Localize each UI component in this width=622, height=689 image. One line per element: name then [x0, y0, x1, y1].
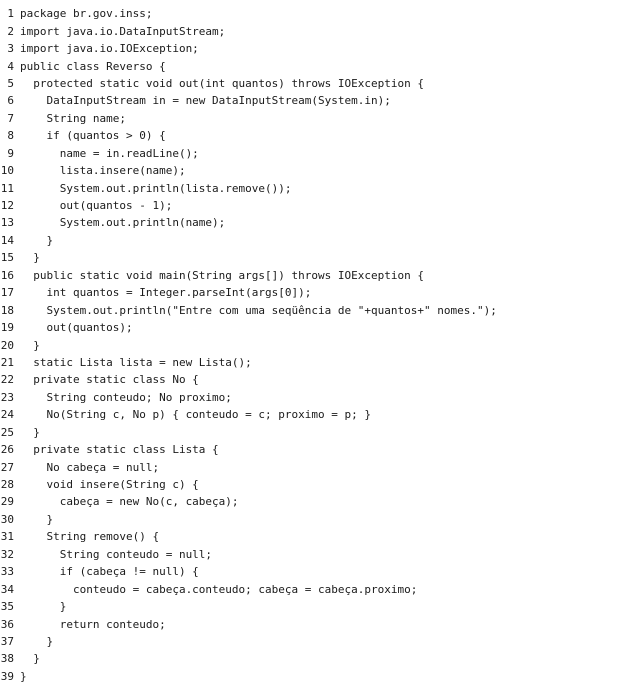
- line-number: 24: [0, 408, 14, 422]
- code-text: import java.io.DataInputStream;: [20, 24, 226, 38]
- code-text: }: [20, 669, 27, 683]
- code-line: [0, 424, 622, 441]
- line-number: 21: [0, 355, 14, 369]
- line-number: 19: [0, 321, 14, 335]
- line-number: 22: [0, 373, 14, 387]
- line-number: 27: [0, 460, 14, 474]
- code-line: [0, 336, 622, 353]
- line-number: 10: [0, 164, 14, 178]
- code-line: [0, 528, 622, 545]
- code-line: [0, 22, 622, 39]
- line-number: 26: [0, 443, 14, 457]
- code-line: [0, 162, 622, 179]
- code-line: [0, 214, 622, 231]
- line-number: 16: [0, 268, 14, 282]
- code-line: [0, 354, 622, 371]
- code-line: [0, 179, 622, 196]
- line-number: 38: [0, 652, 14, 666]
- line-number: 39: [0, 669, 14, 683]
- line-number: 12: [0, 199, 14, 213]
- code-text: String conteudo = null;: [20, 547, 213, 561]
- code-line: [0, 57, 622, 74]
- code-text: static Lista lista = new Lista();: [20, 355, 252, 369]
- line-number: 4: [7, 59, 14, 73]
- code-text: if (quantos > 0) {: [20, 129, 166, 143]
- code-line: [0, 40, 622, 57]
- code-text: }: [20, 600, 67, 614]
- code-line: [0, 650, 622, 667]
- code-text: lista.insere(name);: [20, 164, 186, 178]
- line-number: 20: [0, 338, 14, 352]
- code-line: [0, 476, 622, 493]
- code-text: protected static void out(int quantos) throws IOException {: [20, 76, 424, 90]
- line-number: 8: [7, 129, 14, 143]
- code-text: }: [20, 251, 40, 265]
- code-line: [0, 615, 622, 632]
- code-text: private static class Lista {: [20, 443, 219, 457]
- line-number: 33: [0, 565, 14, 579]
- code-text: return conteudo;: [20, 617, 166, 631]
- code-listing: [0, 5, 622, 685]
- line-number: 13: [0, 216, 14, 230]
- code-text: }: [20, 652, 40, 666]
- line-number: 14: [0, 233, 14, 247]
- code-text: }: [20, 634, 54, 648]
- line-number: 9: [7, 146, 14, 160]
- code-line: [0, 668, 622, 685]
- code-line: [0, 319, 622, 336]
- code-line: [0, 546, 622, 563]
- line-number: 17: [0, 286, 14, 300]
- line-number: 7: [7, 111, 14, 125]
- code-line: [0, 284, 622, 301]
- line-number: 32: [0, 547, 14, 561]
- code-line: [0, 249, 622, 266]
- line-number: 15: [0, 251, 14, 265]
- code-line: [0, 110, 622, 127]
- code-text: System.out.println("Entre com uma seqüência de "+quantos+" nomes.");: [20, 303, 497, 317]
- line-number: 29: [0, 495, 14, 509]
- code-line: [0, 145, 622, 162]
- code-text: }: [20, 233, 54, 247]
- code-text: public class Reverso {: [20, 59, 166, 73]
- code-text: cabeça = new No(c, cabeça);: [20, 495, 239, 509]
- code-text: }: [20, 512, 54, 526]
- code-line: [0, 493, 622, 510]
- line-number: 36: [0, 617, 14, 631]
- code-text: private static class No {: [20, 373, 199, 387]
- code-line: [0, 75, 622, 92]
- code-text: if (cabeça != null) {: [20, 565, 199, 579]
- code-line: [0, 389, 622, 406]
- code-text: out(quantos - 1);: [20, 199, 173, 213]
- code-line: [0, 301, 622, 318]
- line-number: 35: [0, 600, 14, 614]
- line-number: 2: [7, 24, 14, 38]
- code-text: public static void main(String args[]) throws IOException {: [20, 268, 424, 282]
- code-line: [0, 232, 622, 249]
- code-line: [0, 197, 622, 214]
- code-text: No cabeça = null;: [20, 460, 160, 474]
- code-text: out(quantos);: [20, 321, 133, 335]
- code-text: String name;: [20, 111, 126, 125]
- code-line: [0, 441, 622, 458]
- code-line: [0, 92, 622, 109]
- code-text: void insere(String c) {: [20, 478, 199, 492]
- code-line: [0, 267, 622, 284]
- code-line: [0, 598, 622, 615]
- code-line: [0, 511, 622, 528]
- code-text: DataInputStream in = new DataInputStream(System.in);: [20, 94, 391, 108]
- line-number: 23: [0, 390, 14, 404]
- line-number: 30: [0, 512, 14, 526]
- line-number: 31: [0, 530, 14, 544]
- line-number: 18: [0, 303, 14, 317]
- line-number: 3: [7, 42, 14, 56]
- code-text: }: [20, 425, 40, 439]
- line-number: 11: [0, 181, 14, 195]
- code-text: System.out.println(name);: [20, 216, 226, 230]
- line-number: 28: [0, 478, 14, 492]
- line-number: 5: [7, 76, 14, 90]
- code-text: name = in.readLine();: [20, 146, 199, 160]
- code-line: [0, 371, 622, 388]
- code-text: conteudo = cabeça.conteudo; cabeça = cabeça.proximo;: [20, 582, 418, 596]
- code-text: String remove() {: [20, 530, 160, 544]
- line-number: 37: [0, 634, 14, 648]
- code-line: [0, 458, 622, 475]
- line-number: 34: [0, 582, 14, 596]
- code-line: [0, 406, 622, 423]
- code-text: System.out.println(lista.remove());: [20, 181, 292, 195]
- code-text: String conteudo; No proximo;: [20, 390, 232, 404]
- code-line: [0, 5, 622, 22]
- code-line: [0, 580, 622, 597]
- code-text: No(String c, No p) { conteudo = c; proximo = p; }: [20, 408, 371, 422]
- line-number: 1: [7, 7, 14, 21]
- code-text: import java.io.IOException;: [20, 42, 199, 56]
- code-line: [0, 563, 622, 580]
- code-line: [0, 633, 622, 650]
- code-text: }: [20, 338, 40, 352]
- code-text: package br.gov.inss;: [20, 7, 153, 21]
- line-number: 25: [0, 425, 14, 439]
- line-number: 6: [7, 94, 14, 108]
- code-line: [0, 127, 622, 144]
- code-text: int quantos = Integer.parseInt(args[0]);: [20, 286, 312, 300]
